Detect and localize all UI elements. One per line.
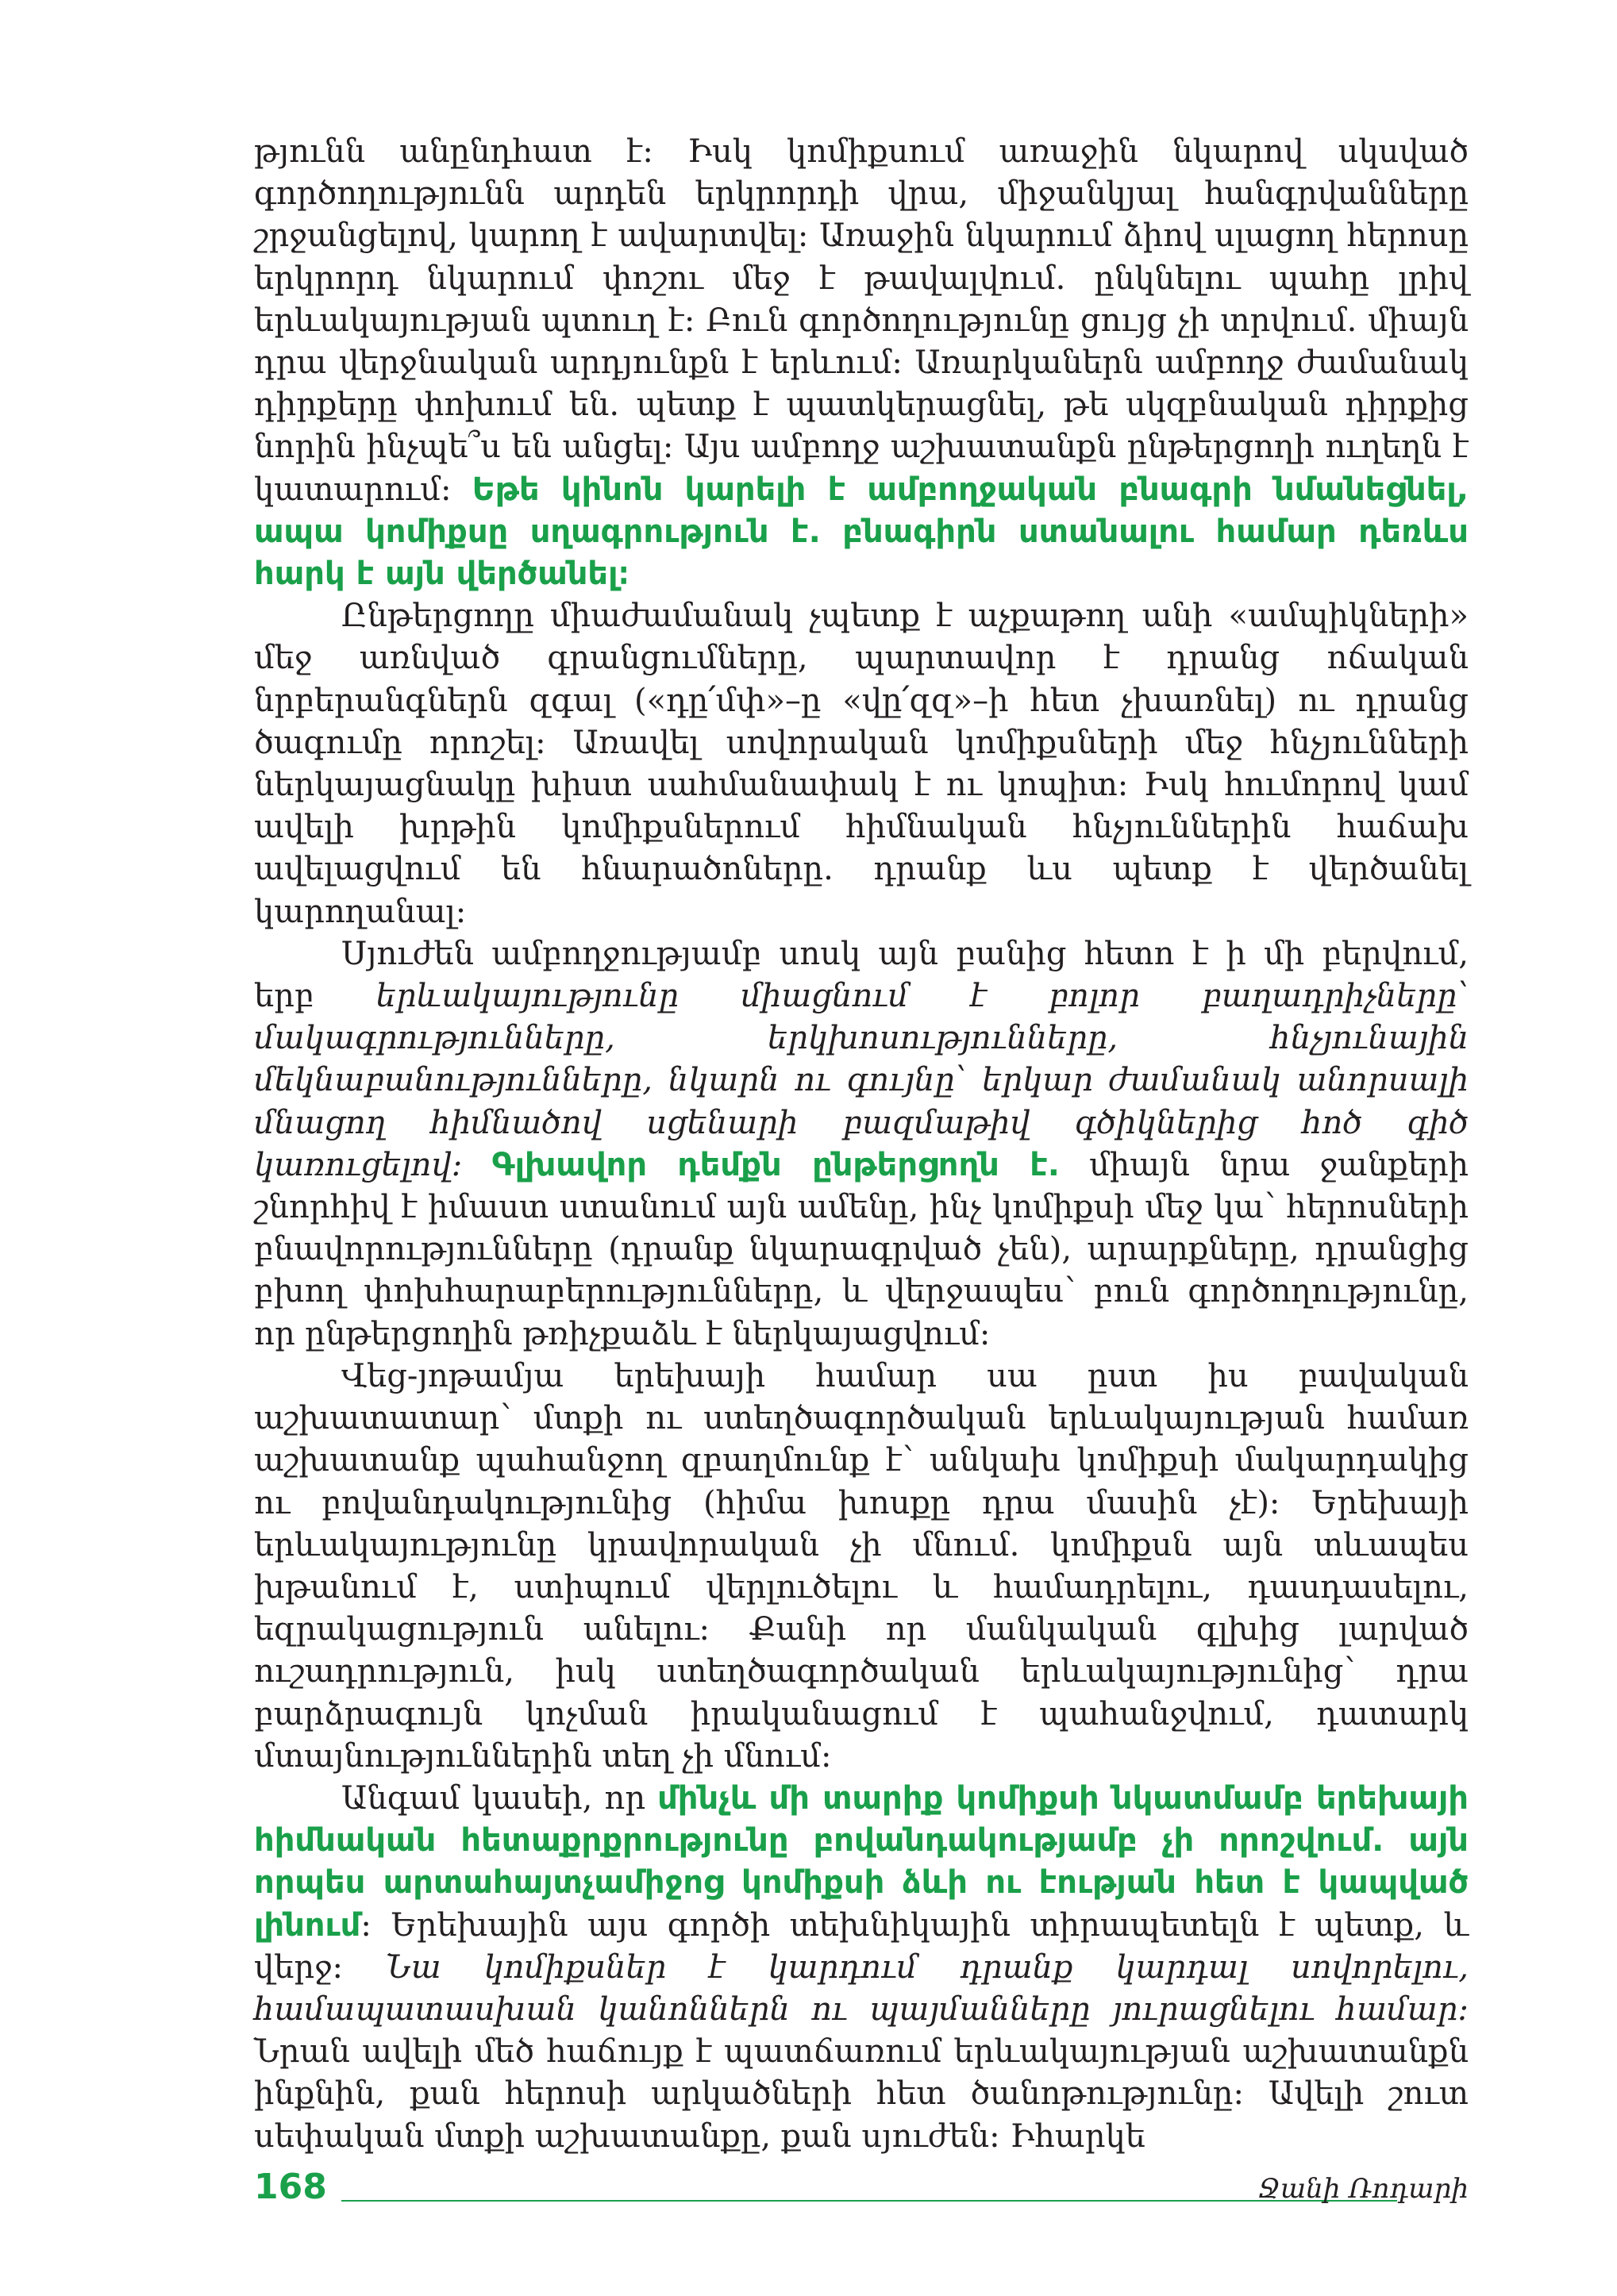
text-run: ։ Երեխային այս գործի տեխնիկային տիրապետելն է պետք, և վերջ։ [254,1906,1469,1986]
page-footer [254,2165,1469,2213]
paragraph [254,595,1469,933]
highlighted-text: Գլխավոր դեմքն ընթերցողն է. [491,1146,1061,1183]
italic-text: երևակայությունը միացնում է բոլոր բաղադրիչները՝ մակագրությունները, երկխոսությունները, հնչյունային մեկնաբանությունները, նկարն ու գույնը՝ երկար ժամանակ անորսալի մնացող հիմնածով սցենարի բազմաթիվ գծիկներից հոծ գիծ կառուցելով։ [254,978,1469,1183]
text-run: թյունն անընդհատ է։ Իսկ կոմիքսում առաջին նկարով սկսված գործողությունն արդեն երկրորդի վրա, միջանկյալ հանգրվանները շրջանցելով, կարող է ավարտվել։ Առաջին նկարում ձիով սլացող հերոսը երկրորդ նկարում փոշու մեջ է թավալվում. ընկնելու պահը լրիվ երևակայության պտուղ է։ Բուն գործողությունը ցույց չի տրվում. միայն դրա վերջնական արդյունքն է երևում։ Առարկաներն ամբողջ ժամանակ դիրքերը փոխում են. պետք է պատկերացնել, թե սկզբնական դիրքից նորին ինչպե՞ս են անցել։ Այս ամբողջ աշխատանքն ընթերցողի ուղեղն է կատարում։ [254,133,1469,508]
highlighted-text: Եթե կինոն կարելի է ամբողջական բնագրի նմանեցնել, ապա կոմիքսը սղագրություն է. բնագիրն ստանալու համար դեռևս հարկ է այն վերծանել։ [254,471,1469,593]
text-run: Ընթերցողը միաժամանակ չպետք է աչքաթող անի «ամպիկների» մեջ առնված գրանցումները, պարտավոր է դրանց ոճական նրբերանգներն զգալ («դը՛մփ»–ը «վը՛զզ»–ի հետ չխառնել) ու դրանց ծագումը որոշել։ Առավել սովորական կոմիքսների մեջ հնչյունների ներկայացնակը խիստ սահմանափակ է ու կոպիտ։ Իսկ հումորով կամ ավելի խրթին կոմիքսներում հիմնական հնչյուններին հաճախ ավելացվում են հնարածոները. դրանք ևս պետք է վերծանել կարողանալ։ [254,598,1469,930]
paragraph [254,933,1469,1356]
text-run: Սյուժեն ամբողջությամբ սոսկ այն բանից հետո է ի մի բերվում, երբ [254,935,1469,1015]
paragraph [254,1356,1469,1778]
book-author-title: Ջանի Ռոդարի [1257,2173,1469,2205]
footer-rule [341,2200,1397,2202]
text-run: Անգամ կասեի, որ [341,1779,658,1817]
highlighted-text: մինչև մի տարիք կոմիքսի նկատմամբ երեխայի հիմնական հետաքրքրությունը բովանդակությամբ չի որոշվում. այն որպես արտահայտչամիջոց կոմիքսի ձևի ու էության հետ է կապված լինում [254,1779,1469,1944]
body-text [254,131,1469,2158]
text-run: միայն նրա ջանքերի շնորհիվ է իմաստ ստանում այն ամենը, ինչ կոմիքսի մեջ կա՝ հերոսների բնավորությունները (դրանք նկարագրված չեն), արարքները, դրանցից բխող փոխհարաբերությունները, և վերջապես՝ բուն գործողությունը, որ ընթերցողին թռիչքաձև է ներկայացվում։ [254,1146,1469,1352]
paragraph [254,131,1469,595]
italic-text: Նա կոմիքսներ է կարդում դրանք կարդալ սովորելու, համապատասխան կանոններն ու պայմանները յուրացնելու համար։ [254,1948,1469,2028]
text-run: Նրան ավելի մեծ հաճույք է պատճառում երևակայության աշխատանքն ինքնին, քան հերոսի արկածների հետ ծանոթությունը։ Ավելի շուտ սեփական մտքի աշխատանքը, քան սյուժեն։ Իհարկե [254,2033,1469,2155]
page-number: 168 [254,2167,327,2207]
text-run: Վեց-յոթամյա երեխայի համար սա ըստ իս բավական աշխատատար՝ մտքի ու ստեղծագործական երևակայության համառ աշխատանք պահանջող զբաղմունք է՝ անկախ կոմիքսի մակարդակից ու բովանդակությունից (հիմա խոսքը դրա մասին չէ)։ Երեխայի երևակայությունը կրավորական չի մնում. կոմիքսն այն տևապես խթանում է, ստիպում վերլուծելու և համադրելու, դասդասելու, եզրակացություն անելու։ Քանի որ մանկական գլխից լարված ուշադրություն, իսկ ստեղծագործական երևակայությունից՝ դրա բարձրագույն կոչման իրականացում է պահանջվում, դատարկ մտայնություններին տեղ չի մնում։ [254,1357,1469,1775]
paragraph [254,1778,1469,2158]
